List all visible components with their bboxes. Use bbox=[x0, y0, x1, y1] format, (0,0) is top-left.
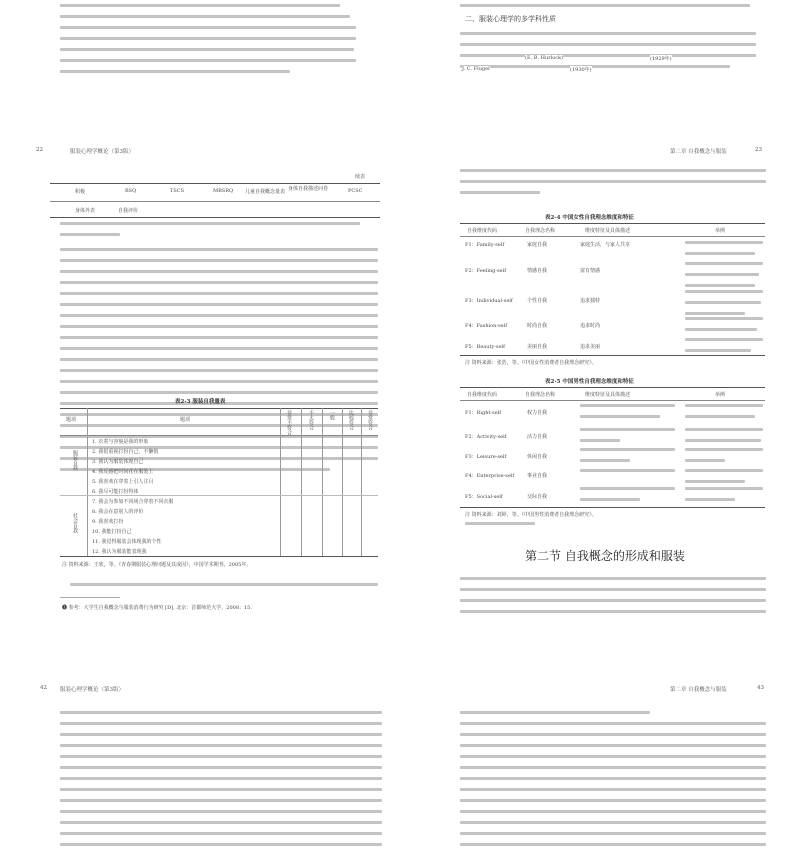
page-23 bbox=[455, 145, 775, 625]
running-head: 第二章 自我概念与服装 bbox=[670, 149, 727, 155]
table-cell: 事业自我 bbox=[527, 473, 548, 479]
paragraph-lines bbox=[460, 169, 770, 202]
table-cell: F2：Feeling-self bbox=[465, 268, 507, 274]
table-item: 3. 我认为服装体现自己 bbox=[92, 459, 144, 465]
page-number: 42 bbox=[40, 685, 47, 691]
table-item: 11. 我觉得服装会体现我的个性 bbox=[92, 539, 162, 545]
table-cell: 追求独特 bbox=[580, 298, 601, 304]
author-name: (E. B. Hurlock) bbox=[525, 55, 563, 61]
table-cell: 追求时尚 bbox=[580, 323, 601, 329]
scale-header: 非常符合 bbox=[367, 410, 373, 430]
table-item: 9. 我喜欢打扮 bbox=[92, 519, 124, 525]
table-col-header: TSCS bbox=[170, 188, 185, 194]
table-item: 6. 我尽可能打扮得体 bbox=[92, 489, 139, 495]
paragraph-lines bbox=[460, 32, 760, 76]
table-col-header: MBSRQ bbox=[213, 188, 234, 194]
table-source-note: 注 资料来源：张浩，等。《中国女性消费者自我理念研究》。 bbox=[465, 360, 597, 366]
table-cell: F4：Enterprise-self bbox=[465, 473, 515, 479]
table-cell: F2：Activity-self bbox=[465, 434, 507, 440]
table-item: 1. 衣着与容貌是我的形象 bbox=[92, 439, 149, 445]
section-heading: 第二节 自我概念的形成和服装 bbox=[525, 549, 685, 563]
running-head: 服装心理学概论（第3版） bbox=[60, 687, 125, 693]
table-col-header: BSQ bbox=[125, 188, 137, 194]
table-col-header: 维度特征及具体描述 bbox=[585, 228, 631, 234]
table-cell: 美丽自我 bbox=[527, 344, 548, 350]
table-cell: 休闲自我 bbox=[527, 454, 548, 460]
table-cell: F5：Social-self bbox=[465, 494, 503, 500]
table-title: 表2-3 服装自我量表 bbox=[175, 399, 226, 405]
table-cell: 身体外表 bbox=[75, 208, 96, 214]
table-cell: 家庭生活，与家人共享 bbox=[580, 242, 631, 248]
footnote: ❶ 参考：大学生自我概念与服装消费行为研究 [D]. 北京：首都师范大学，2008：15. bbox=[62, 605, 252, 611]
table-col-header: 自我理念名称 bbox=[525, 228, 556, 234]
page-number: 43 bbox=[757, 685, 764, 691]
table-cell: 追求美丽 bbox=[580, 344, 601, 350]
paragraph-lines bbox=[460, 711, 770, 854]
table-cell: 交际自我 bbox=[527, 494, 548, 500]
page-43 bbox=[455, 680, 775, 859]
table-cell: 个性自我 bbox=[527, 298, 548, 304]
table-col-header: 身体自我描述问卷 bbox=[288, 186, 329, 192]
table-group-label: 服装自我 bbox=[72, 450, 78, 470]
table-cell: F4：Fashion-self bbox=[465, 323, 508, 329]
table-col-header: 举例 bbox=[715, 392, 726, 398]
page-number: 23 bbox=[755, 147, 762, 153]
scale-header: 比较符合 bbox=[348, 410, 354, 430]
author-name: J. C. Flugel bbox=[462, 66, 490, 72]
section-subheading: 二、服装心理学的多学科性质 bbox=[465, 15, 556, 23]
running-head: 第二章 自我概念与服装 bbox=[670, 687, 727, 693]
scale-header: 不太符合 bbox=[308, 410, 314, 430]
table-item: 4. 我反感把时间花在服装上 bbox=[92, 469, 154, 475]
page-42 bbox=[40, 680, 385, 859]
table-col-header: 儿童自我概念量表 bbox=[245, 189, 286, 195]
table-col-header: 题项 bbox=[180, 417, 191, 423]
table-cell: F1：Family-self bbox=[465, 242, 505, 248]
scale-header: 非常不符合 bbox=[286, 410, 292, 435]
scale-header: 一般 bbox=[329, 410, 335, 420]
partial-page-top-left bbox=[40, 0, 380, 80]
table-cell: F5：Beauty-self bbox=[465, 344, 505, 350]
table-col-header: 维度特征及具体描述 bbox=[585, 392, 631, 398]
year: (1930年) bbox=[570, 67, 592, 73]
paragraph-lines bbox=[460, 577, 770, 621]
table-col-header: 积极 bbox=[75, 189, 86, 195]
table-title: 表2-5 中国男性自我理念维度和特征 bbox=[545, 379, 634, 385]
table-title: 表2-4 中国女性自我理念维度和特征 bbox=[545, 215, 634, 221]
table-cell: 情感自我 bbox=[527, 268, 548, 274]
table-item: 10. 我能打扮自己 bbox=[92, 529, 132, 535]
table-cell: 权力自我 bbox=[527, 410, 548, 416]
table-cell: F3：Individual-self bbox=[465, 298, 513, 304]
table-cell: 富有情感 bbox=[580, 268, 601, 274]
table-item: 12. 我认为服装能表现我 bbox=[92, 549, 147, 555]
table-cell: F1：Right-self bbox=[465, 410, 502, 416]
table-item: 8. 我会在意别人的评价 bbox=[92, 509, 144, 515]
table-cell: 时尚自我 bbox=[527, 323, 548, 329]
table-note-lines bbox=[60, 222, 380, 244]
table-source-note: 注 资料来源：刘婷，等。《中国男性消费者自我理念研究》。 bbox=[465, 512, 597, 518]
table-col-header: 自我维度代码 bbox=[467, 392, 498, 398]
table-col-header: PCSC bbox=[348, 188, 363, 194]
paragraph-lines bbox=[60, 711, 385, 854]
table-cell: 家庭自我 bbox=[527, 242, 548, 248]
page-number: 22 bbox=[36, 147, 43, 153]
table-item: 5. 我喜欢在穿着上引人注目 bbox=[92, 479, 154, 485]
page-22 bbox=[30, 145, 395, 625]
table-item: 7. 我会为参加不同场合穿着不同衣服 bbox=[92, 499, 174, 505]
table-col-header: 自我理念名称 bbox=[525, 392, 556, 398]
table-col-header: 自我维度代码 bbox=[467, 228, 498, 234]
table-group-label: 社会自我 bbox=[72, 513, 78, 533]
partial-page-top-right bbox=[450, 0, 770, 95]
table-col-header: 题项 bbox=[66, 417, 77, 423]
table-cell: 活力自我 bbox=[527, 434, 548, 440]
table-col-header: 举例 bbox=[715, 228, 726, 234]
table-continued-label: 续表 bbox=[355, 174, 366, 180]
year: (1929年) bbox=[650, 56, 672, 62]
paragraph-lines bbox=[60, 4, 360, 80]
table-item: 2. 我很重视打扮自己，不懒惰 bbox=[92, 449, 159, 455]
table-source-note: 注 资料来源：王欣，等。《青春期服装心理问题及其成因》，中国学术期刊，2005年。 bbox=[62, 562, 252, 568]
table-cell: F3：Leisure-self bbox=[465, 454, 507, 460]
running-head: 服装心理学概论（第3版） bbox=[70, 149, 135, 155]
paragraph-lines bbox=[70, 583, 380, 594]
table-cell: 自我评价 bbox=[118, 208, 139, 214]
